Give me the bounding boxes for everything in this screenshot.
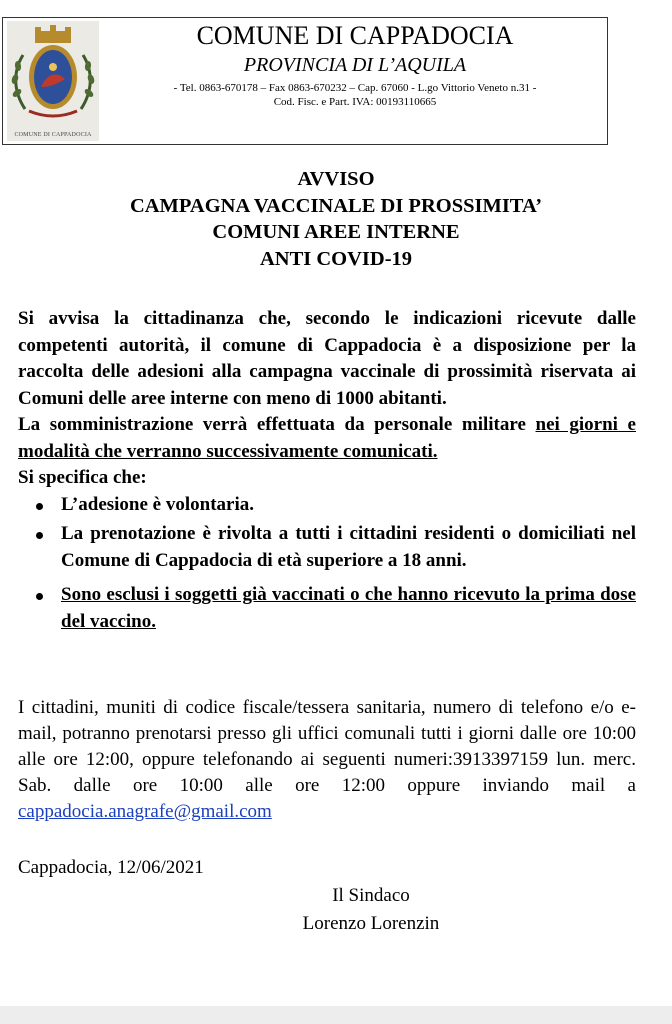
campaign-subtitle: COMUNI AREE INTERNE — [212, 221, 460, 243]
letterhead-text — [103, 18, 607, 109]
list-item — [18, 492, 636, 519]
bullet-icon — [36, 532, 43, 539]
municipal-crest — [7, 21, 99, 141]
list-item-text: La prenotazione è rivolta a tutti i cittadini residenti o domiciliati nel Comune di Cappadocia di età superiore a 18 anni. — [61, 523, 636, 571]
contact-line: - Tel. 0863-670178 – Fax 0863-670232 – Cap. 67060 - L.go Vittorio Veneto n.31 - — [173, 82, 537, 94]
campaign-title: CAMPAGNA VACCINALE DI PROSSIMITA’ — [129, 194, 543, 217]
place-and-date: Cappadocia, 12/06/2021 — [18, 857, 204, 878]
letterhead — [2, 17, 608, 145]
notice-title: AVVISO — [297, 168, 375, 190]
list-item-text: Sono esclusi i soggetti già vaccinati o che hanno ricevuto la prima dose del vaccino. — [61, 584, 636, 632]
notice-title-block — [0, 166, 672, 272]
list-item — [18, 521, 636, 574]
administration-paragraph — [18, 412, 636, 465]
mayor-role: Il Sindaco — [332, 885, 410, 906]
booking-paragraph — [18, 695, 636, 825]
crest-emblem-icon — [7, 21, 99, 133]
signature-block — [286, 882, 456, 938]
specify-line: Si specifica che: — [18, 467, 147, 488]
administration-underlined-text: nei giorni e modalità che verranno successivamente comunicati. — [18, 414, 636, 462]
notice-body — [18, 306, 636, 635]
intro-paragraph: Si avvisa la cittadinanza che, secondo le indicazioni ricevute dalle competenti autorità, il comune di Cappadocia è a disposizione per la raccolta delle adesioni alla campagna vaccinale di prossimità riservata ai Comuni delle aree interne con meno di 1000 abitanti. — [18, 308, 636, 409]
booking-text: I cittadini, muniti di codice fiscale/tessera sanitaria, numero di telefono e/o e-mail, potranno prenotarsi presso gli uffici comunali tutti i giorni dalle ore 10:00 alle ore 12:00, oppure telefonando ai seguenti numeri:3913397159 lun. merc. Sab. dalle ore 10:00 alle ore 12:00 oppure inviando mail a — [18, 697, 636, 796]
list-item-text: L’adesione è volontaria. — [61, 493, 254, 515]
bullet-icon — [36, 593, 43, 600]
conditions-list — [18, 492, 636, 636]
email-link[interactable]: cappadocia.anagrafe@gmail.com — [18, 801, 272, 822]
list-item — [18, 582, 636, 635]
bottom-margin — [0, 1006, 672, 1024]
fiscal-code-line: Cod. Fisc. e Part. IVA: 00193110665 — [273, 96, 437, 108]
bullet-icon — [36, 503, 43, 510]
campaign-subject: ANTI COVID-19 — [259, 247, 413, 270]
mayor-name: Lorenzo Lorenzin — [302, 913, 440, 934]
administration-text: La somministrazione verrà effettuata da personale militare — [18, 414, 526, 435]
municipality-name: COMUNE DI CAPPADOCIA — [196, 21, 514, 50]
province-name: PROVINCIA DI L’AQUILA — [243, 54, 467, 76]
crest-caption: COMUNE DI CAPPADOCIA — [14, 132, 92, 138]
